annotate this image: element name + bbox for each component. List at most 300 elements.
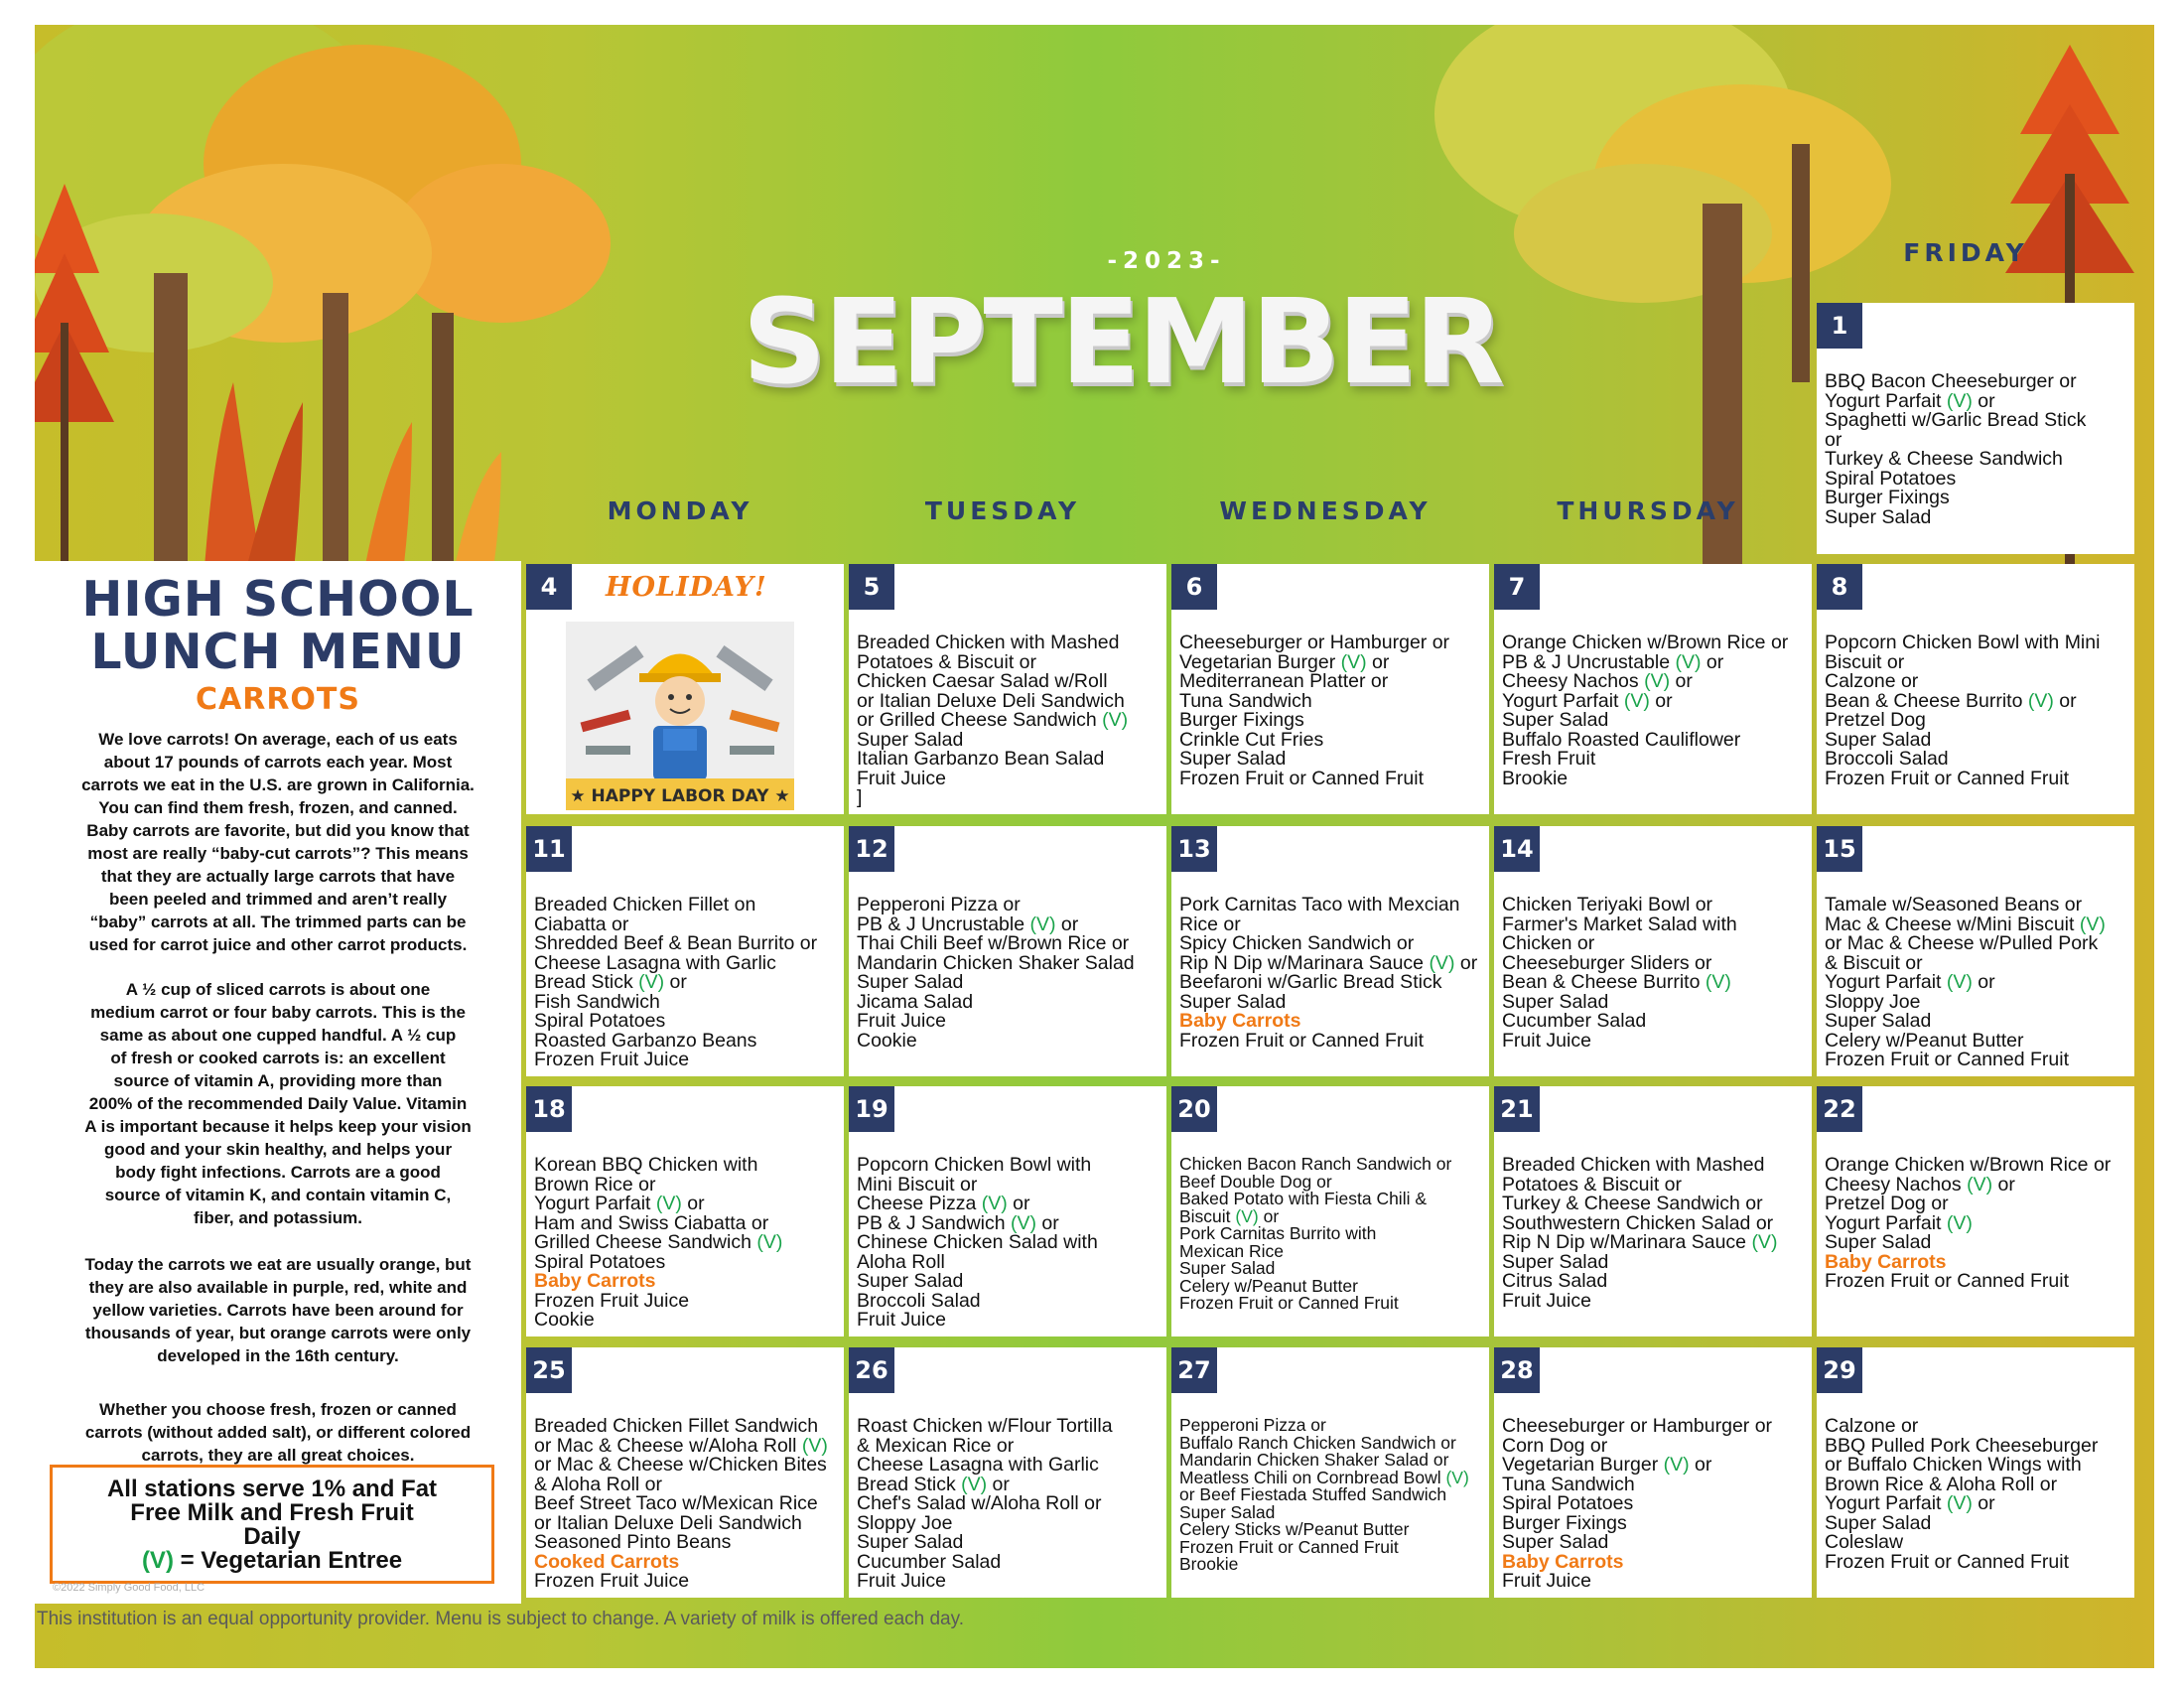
menu-items (857, 896, 1160, 1051)
menu-text: or Buffalo Chicken Wings with (1825, 1454, 2082, 1476)
menu-text: Pretzel Dog (1825, 709, 1926, 731)
menu-text: Aloha Roll (857, 1250, 945, 1273)
menu-items (1825, 633, 2128, 788)
day-number: 8 (1817, 564, 1862, 610)
paragraph-line: 200% of the recommended Daily Value. Vitamin (88, 1094, 468, 1113)
day-number: 21 (1494, 1086, 1540, 1132)
paragraph-line: developed in the 16th century. (157, 1346, 399, 1365)
paragraph-line: Baby carrots are favorite, but did you know that (86, 821, 470, 840)
day-header-friday: FRIDAY (1903, 238, 2028, 267)
menu-text: Burger Fixings (1502, 1511, 1627, 1534)
menu-text: Super Salad (1179, 1501, 1276, 1522)
menu-text: or (987, 1473, 1010, 1495)
menu-text: Bean & Cheese Burrito (1502, 971, 1706, 993)
menu-text: Rip N Dip w/Marinara Sauce (1179, 951, 1430, 974)
day-number: 4 (526, 564, 572, 610)
carrots-paragraph-1 (45, 728, 511, 956)
vegetarian-mark: (V) (801, 1434, 828, 1457)
menu-items (1502, 633, 1806, 788)
menu-item (1825, 1272, 2128, 1292)
menu-text: Chinese Chicken Salad with (857, 1231, 1098, 1253)
vegetarian-mark: (V) (1644, 670, 1671, 692)
menu-text: Cookie (534, 1309, 595, 1331)
carrot-feature: Cooked Carrots (534, 1550, 680, 1573)
day-header-wednesday: WEDNESDAY (1219, 496, 1432, 525)
day-number: 12 (849, 826, 894, 872)
menu-text: Farmer's Market Salad with (1502, 913, 1737, 935)
menu-text: Bread Stick (534, 971, 639, 993)
menu-text: Cheeseburger Sliders or (1502, 951, 1712, 974)
menu-text: Brookie (1179, 1554, 1239, 1574)
vegetarian-mark: (V) (1946, 1211, 1973, 1234)
milk-note-line: Daily (243, 1523, 301, 1550)
paragraph-line: Whether you choose fresh, frozen or canned (99, 1400, 457, 1419)
menu-text: Brookie (1502, 767, 1569, 789)
menu-item (1502, 1289, 1806, 1312)
paragraph-line: about 17 pounds of carrots each year. Most (103, 753, 453, 772)
day-cell-29 (1817, 1347, 2134, 1598)
menu-item (857, 1572, 1160, 1592)
menu-text: Yogurt Parfait (1825, 971, 1947, 993)
menu-text: or (1825, 428, 1843, 451)
day-number: 13 (1171, 826, 1217, 872)
menu-text: Frozen Fruit or Canned Fruit (1825, 1270, 2070, 1292)
menu-text: Super Salad (1825, 1231, 1932, 1253)
menu-text: PB & J Sandwich (857, 1211, 1011, 1234)
menu-text: Bread Stick (857, 1473, 962, 1495)
menu-text: or (1036, 1211, 1059, 1234)
menu-text: Spiral Potatoes (1502, 1492, 1634, 1514)
vegetarian-mark: (V) (1946, 389, 1973, 412)
day-number: 1 (1817, 303, 1862, 349)
menu-text: or (1972, 389, 1995, 412)
menu-text: Turkey & Cheese Sandwich (1825, 448, 2063, 470)
menu-item (1179, 1295, 1483, 1313)
carrot-feature: Baby Carrots (534, 1270, 656, 1292)
menu-text: Sloppy Joe (1825, 990, 1921, 1013)
menu-text: Brown Rice or (534, 1173, 656, 1196)
menu-text: Breaded Chicken Fillet on (534, 894, 756, 915)
menu-text: Pork Carnitas Burrito with (1179, 1223, 1377, 1243)
vegetarian-mark: (V) (1967, 1173, 1993, 1196)
menu-text: Southwestern Chicken Salad or (1502, 1211, 1774, 1234)
menu-text: Chicken Caesar Salad w/Roll (857, 670, 1108, 692)
menu-text: or Mac & Cheese w/Aloha Roll (534, 1434, 802, 1457)
menu-text: Super Salad (857, 1531, 964, 1553)
day-header-thursday: THURSDAY (1557, 496, 1739, 525)
paragraph-line: most are really “baby-cut carrots”? This means (87, 844, 469, 863)
menu-text: or Mac & Cheese w/Pulled Pork (1825, 932, 2099, 954)
menu-text: or (664, 971, 687, 993)
vegetarian-legend (53, 1549, 491, 1573)
menu-text: Super Salad (1825, 728, 1932, 751)
menu-text: Vegetarian Burger (1502, 1454, 1664, 1476)
menu-text: or (681, 1193, 705, 1214)
menu-text: Rice or (1179, 913, 1241, 935)
menu-text: Biscuit or (1825, 650, 1905, 673)
menu-text: Fruit Juice (857, 1570, 946, 1592)
menu-items (1502, 896, 1806, 1051)
menu-text: Cheeseburger or Hamburger or (1502, 1415, 1773, 1437)
menu-title-line1: HIGH SCHOOL (81, 571, 475, 628)
menu-text: ] (857, 786, 863, 808)
menu-items (857, 1417, 1160, 1592)
menu-text: Tuna Sandwich (1179, 689, 1312, 712)
day-number: 19 (849, 1086, 894, 1132)
menu-text: Italian Garbanzo Bean Salad (857, 748, 1105, 770)
menu-text: Beefaroni w/Garlic Bread Stick (1179, 971, 1442, 993)
menu-text: Breaded Chicken with Mashed (857, 632, 1120, 653)
menu-text: Super Salad (857, 1270, 964, 1292)
menu-text: Pepperoni Pizza or (857, 894, 1021, 915)
vegetarian-mark: (V) (1705, 971, 1731, 993)
menu-text: Super Salad (1179, 1258, 1276, 1278)
vegetarian-mark: (V) (961, 1473, 988, 1495)
menu-text: Spiral Potatoes (534, 1010, 666, 1032)
vegetarian-mark: (V) (1675, 650, 1702, 673)
menu-text: Cucumber Salad (1502, 1010, 1647, 1032)
menu-text: PB & J Uncrustable (857, 913, 1030, 935)
menu-text: Spicy Chicken Sandwich or (1179, 932, 1415, 954)
menu-text: Cheese Lasagna with Garlic (857, 1454, 1099, 1476)
menu-text: Mini Biscuit or (857, 1173, 978, 1196)
carrots-paragraph-3 (45, 1253, 511, 1367)
menu-text: or (1701, 650, 1724, 673)
menu-text: Popcorn Chicken Bowl with (857, 1154, 1092, 1176)
menu-text: Super Salad (1825, 1511, 1932, 1534)
menu-items (1179, 1417, 1483, 1574)
paragraph-line: same as about one cupped handful. A ½ cup (99, 1026, 457, 1045)
menu-text: Orange Chicken w/Brown Rice or (1825, 1154, 2112, 1176)
paragraph-line: been peeled and trimmed and aren’t really (108, 890, 448, 909)
milk-note-box (50, 1465, 494, 1584)
labor-day-worker-icon (566, 622, 794, 810)
day-number: 27 (1171, 1347, 1217, 1393)
menu-text: Orange Chicken w/Brown Rice or (1502, 632, 1789, 653)
menu-text: Meatless Chili on Cornbread Bowl (1179, 1467, 1446, 1487)
menu-item (1825, 411, 2128, 431)
menu-text: Cheeseburger or Hamburger or (1179, 632, 1450, 653)
menu-text: BBQ Bacon Cheeseburger or (1825, 370, 2077, 392)
menu-items (1825, 1156, 2128, 1292)
menu-title-line2: LUNCH MENU (90, 624, 466, 680)
menu-text: Fresh Fruit (1502, 748, 1596, 770)
menu-item (534, 1051, 838, 1070)
menu-text: Corn Dog or (1502, 1434, 1608, 1457)
day-number: 11 (526, 826, 572, 872)
menu-text: Cheese Lasagna with Garlic (534, 951, 776, 974)
carrots-paragraph-4 (45, 1398, 511, 1467)
menu-text: Yogurt Parfait (1825, 1492, 1947, 1514)
menu-text: Grilled Cheese Sandwich (534, 1231, 757, 1253)
paragraph-line: You can find them fresh, frozen, and canned. (98, 798, 458, 817)
day-cell-12 (849, 826, 1166, 1076)
vegetarian-mark: (V) (1751, 1231, 1778, 1253)
menu-text: Breaded Chicken Fillet Sandwich (534, 1415, 819, 1437)
menu-text: Super Salad (1502, 1250, 1609, 1273)
menu-text: Bean & Cheese Burrito (1825, 689, 2028, 712)
menu-text: Yogurt Parfait (534, 1193, 656, 1214)
paragraph-line: good and your skin healthy, and helps your (103, 1140, 453, 1159)
day-cell-28 (1494, 1347, 1812, 1598)
menu-item (857, 767, 1160, 789)
svg-text:★ HAPPY LABOR DAY (570, 786, 789, 806)
vegetarian-mark: (V) (2027, 689, 2054, 712)
calendar-month: SEPTEMBER (742, 273, 1502, 410)
vegetarian-mark: (V) (1102, 709, 1129, 731)
day-cell-19 (849, 1086, 1166, 1336)
menu-text: Pork Carnitas Taco with Mexcian (1179, 894, 1460, 915)
paragraph-line: A is important because it helps keep your vision (84, 1117, 472, 1136)
menu-text: Beef Double Dog or (1179, 1171, 1332, 1192)
menu-item (1502, 1572, 1806, 1592)
vegetarian-mark: (V) (2079, 913, 2106, 935)
menu-text: Fruit Juice (857, 1010, 946, 1032)
day-number: 29 (1817, 1347, 1862, 1393)
paragraph-line: A ½ cup of sliced carrots is about one (125, 980, 431, 999)
menu-item (1825, 1051, 2128, 1070)
vegetarian-mark: (V) (1663, 1454, 1690, 1476)
banner-star: ★ (774, 786, 790, 806)
day-number: 25 (526, 1347, 572, 1393)
paragraph-line: carrots, they are all great choices. (141, 1446, 415, 1465)
day-cell-13 (1171, 826, 1489, 1076)
menu-text: Frozen Fruit Juice (534, 1289, 690, 1312)
menu-text: Broccoli Salad (1825, 748, 1949, 770)
menu-text: Frozen Fruit Juice (534, 1049, 690, 1070)
day-cell-4 (526, 564, 844, 814)
menu-items (1825, 372, 2128, 527)
menu-text: or Italian Deluxe Deli Sandwich (857, 689, 1125, 712)
paragraph-line: used for carrot juice and other carrot products. (88, 935, 468, 954)
menu-text: Mexican Rice (1179, 1240, 1285, 1261)
vegetarian-mark: (V) (655, 1193, 682, 1214)
menu-item (1825, 767, 2128, 789)
menu-text: Mediterranean Platter or (1179, 670, 1389, 692)
milk-note-line: All stations serve 1% and Fat (106, 1476, 438, 1502)
menu-item (857, 788, 1160, 808)
menu-item (1179, 1029, 1483, 1052)
vegetarian-mark: (V) (1340, 650, 1367, 673)
menu-items (857, 633, 1160, 808)
paragraph-line: Today the carrots we eat are usually orange, but (84, 1255, 472, 1274)
menu-text: Celery w/Peanut Butter (1179, 1275, 1358, 1296)
menu-items (534, 1417, 838, 1592)
menu-text: Brown Rice & Aloha Roll or (1825, 1473, 2058, 1495)
vegetarian-mark: (V) (1946, 971, 1973, 993)
menu-text: Fruit Juice (857, 1309, 946, 1331)
menu-items (1179, 896, 1483, 1051)
menu-item (534, 1572, 838, 1592)
menu-text: Spiral Potatoes (534, 1250, 666, 1273)
menu-text: Shredded Beef & Bean Burrito or (534, 932, 818, 954)
menu-text: & Mexican Rice or (857, 1434, 1015, 1457)
day-number: 20 (1171, 1086, 1217, 1132)
paragraph-line: of fresh or cooked carrots is: an excellent (110, 1049, 446, 1067)
menu-item (1502, 767, 1806, 789)
menu-text: Chicken Bacon Ranch Sandwich or (1179, 1154, 1452, 1174)
vegetarian-mark: (V) (141, 1547, 174, 1574)
menu-text: Pepperoni Pizza or (1179, 1415, 1326, 1435)
menu-text: Turkey & Cheese Sandwich or (1502, 1193, 1763, 1214)
menu-text: Frozen Fruit or Canned Fruit (1179, 1029, 1425, 1052)
menu-text: Frozen Fruit Juice (534, 1570, 690, 1592)
menu-items (1179, 633, 1483, 788)
carrots-paragraph-2 (45, 978, 511, 1229)
menu-text: & Biscuit or (1825, 951, 1923, 974)
day-header-monday: MONDAY (607, 496, 753, 525)
menu-text: or (1649, 689, 1673, 712)
menu-text: Calzone or (1825, 670, 1919, 692)
menu-text: Coleslaw (1825, 1531, 1904, 1553)
menu-text: or (1689, 1454, 1712, 1476)
menu-text: or (1366, 650, 1390, 673)
menu-text: PB & J Uncrustable (1502, 650, 1676, 673)
menu-text: or Mac & Cheese w/Chicken Bites (534, 1454, 827, 1476)
menu-text: Popcorn Chicken Bowl with Mini (1825, 632, 2101, 653)
menu-text: Spiral Potatoes (1825, 467, 1957, 490)
menu-text: or (1972, 971, 1995, 993)
menu-text: or (1454, 951, 1478, 974)
menu-text: Korean BBQ Chicken with (534, 1154, 758, 1176)
menu-items (534, 1156, 838, 1331)
menu-text: Thai Chili Beef w/Brown Rice or (857, 932, 1130, 954)
menu-item (857, 1029, 1160, 1052)
day-cell-14 (1494, 826, 1812, 1076)
menu-text: Super Salad (857, 971, 964, 993)
menu-text: Potatoes & Biscuit or (1502, 1173, 1683, 1196)
menu-text: Cheesy Nachos (1502, 670, 1645, 692)
menu-text: Yogurt Parfait (1502, 689, 1624, 712)
menu-text: Seasoned Pinto Beans (534, 1531, 732, 1553)
menu-text: BBQ Pulled Pork Cheeseburger (1825, 1434, 2099, 1457)
menu-items (1179, 1156, 1483, 1313)
vegetarian-legend-text: = Vegetarian Entree (173, 1547, 403, 1574)
menu-text: Beef Street Taco w/Mexican Rice (534, 1492, 818, 1514)
menu-text: Pretzel Dog or (1825, 1193, 1949, 1214)
day-cell-5 (849, 564, 1166, 814)
vegetarian-mark: (V) (1235, 1205, 1259, 1226)
menu-text: Breaded Chicken with Mashed (1502, 1154, 1765, 1176)
menu-text: Fruit Juice (1502, 1570, 1591, 1592)
copyright-text: ©2022 Simply Good Food, LLC (53, 1582, 205, 1594)
menu-item (1825, 1550, 2128, 1573)
paragraph-line: carrots (without added salt), or different colored (84, 1423, 472, 1442)
day-number: 22 (1817, 1086, 1862, 1132)
menu-item (534, 1311, 838, 1331)
menu-text: Frozen Fruit or Canned Fruit (1825, 1049, 2070, 1070)
paragraph-line: source of vitamin A, providing more than (113, 1071, 443, 1090)
day-number: 14 (1494, 826, 1540, 872)
menu-text: Calzone or (1825, 1415, 1919, 1437)
menu-text: Super Salad (1502, 990, 1609, 1013)
menu-text: Broccoli Salad (857, 1289, 981, 1312)
paragraph-line: medium carrot or four baby carrots. This is the (90, 1003, 466, 1022)
menu-item (1825, 505, 2128, 528)
milk-note-line: Free Milk and Fresh Fruit (130, 1499, 414, 1526)
day-number: 7 (1494, 564, 1540, 610)
menu-items (857, 1156, 1160, 1331)
menu-text: Roast Chicken w/Flour Tortilla (857, 1415, 1113, 1437)
menu-text: Celery Sticks w/Peanut Butter (1179, 1519, 1410, 1539)
carrot-feature: Baby Carrots (1825, 1250, 1947, 1273)
paragraph-line: “baby” carrots at all. The trimmed parts can be (89, 913, 467, 931)
menu-items (1825, 1417, 2128, 1572)
day-number: 28 (1494, 1347, 1540, 1393)
menu-text: Fruit Juice (1502, 1289, 1591, 1312)
menu-text: Cheese Pizza (857, 1193, 982, 1214)
menu-text: Super Salad (1825, 505, 1932, 528)
menu-text: Chicken Teriyaki Bowl or (1502, 894, 1713, 915)
menu-items (534, 896, 838, 1070)
menu-text: or (1007, 1193, 1030, 1214)
vegetarian-mark: (V) (1623, 689, 1650, 712)
menu-text: Spaghetti w/Garlic Bread Stick (1825, 409, 2087, 431)
menu-text: Frozen Fruit or Canned Fruit (1179, 1536, 1399, 1557)
menu-text: or (1670, 670, 1693, 692)
paragraph-line: We love carrots! On average, each of us eats (98, 730, 458, 749)
menu-text: or (1992, 1173, 2015, 1196)
menu-text: Baked Potato with Fiesta Chili & (1179, 1189, 1428, 1208)
labor-day-banner: HAPPY LABOR DAY (591, 786, 769, 806)
menu-text: Super Salad (1179, 990, 1287, 1013)
menu-text: Buffalo Ranch Chicken Sandwich or (1179, 1432, 1456, 1453)
day-cell-25 (526, 1347, 844, 1598)
menu-text: Cucumber Salad (857, 1550, 1002, 1573)
menu-text: or (1972, 1492, 1995, 1514)
paragraph-line: thousands of year, but orange carrots were only (84, 1324, 472, 1342)
day-number: 6 (1171, 564, 1217, 610)
menu-text: or Grilled Cheese Sandwich (857, 709, 1103, 731)
carrot-feature: Baby Carrots (1179, 1010, 1301, 1032)
menu-text: Chef's Salad w/Aloha Roll or (857, 1492, 1102, 1514)
vegetarian-mark: (V) (1946, 1492, 1973, 1514)
menu-text: Burger Fixings (1179, 709, 1304, 731)
menu-text: Mandarin Chicken Shaker Salad or (1179, 1450, 1449, 1470)
day-cell-27 (1171, 1347, 1489, 1598)
menu-text: or (1055, 913, 1079, 935)
day-cell-7 (1494, 564, 1812, 814)
menu-text: Frozen Fruit or Canned Fruit (1179, 1293, 1399, 1313)
banner-star: ★ (570, 786, 586, 806)
day-header-tuesday: TUESDAY (924, 496, 1081, 525)
menu-text: Frozen Fruit or Canned Fruit (1825, 1550, 2070, 1573)
paragraph-line: that they are actually large carrots that have (100, 867, 456, 886)
carrots-info-panel (35, 561, 521, 1604)
menu-text: Ciabatta or (534, 913, 629, 935)
day-number: 26 (849, 1347, 894, 1393)
day-cell-21 (1494, 1086, 1812, 1336)
menu-text: Fruit Juice (1502, 1029, 1591, 1052)
menu-text: Fruit Juice (857, 767, 946, 789)
holiday-title: HOLIDAY! (606, 572, 767, 603)
menu-text: & Aloha Roll or (534, 1473, 662, 1495)
menu-text: Citrus Salad (1502, 1270, 1608, 1292)
footer-disclaimer: This institution is an equal opportunity provider. Menu is subject to change. A variety of milk is offered each day. (37, 1609, 964, 1629)
vegetarian-mark: (V) (1445, 1467, 1469, 1487)
vegetarian-mark: (V) (1011, 1211, 1036, 1234)
paragraph-line: source of vitamin K, and contain vitamin C, (104, 1186, 452, 1204)
menu-text: or Italian Deluxe Deli Sandwich (534, 1511, 802, 1534)
day-number: 18 (526, 1086, 572, 1132)
day-cell-20 (1171, 1086, 1489, 1336)
menu-item (1179, 767, 1483, 789)
menu-text: or (2053, 689, 2077, 712)
day-number: 5 (849, 564, 894, 610)
calendar-year: -2023- (1107, 248, 1226, 274)
menu-items (1502, 1417, 1806, 1592)
menu-text: Chicken or (1502, 932, 1595, 954)
